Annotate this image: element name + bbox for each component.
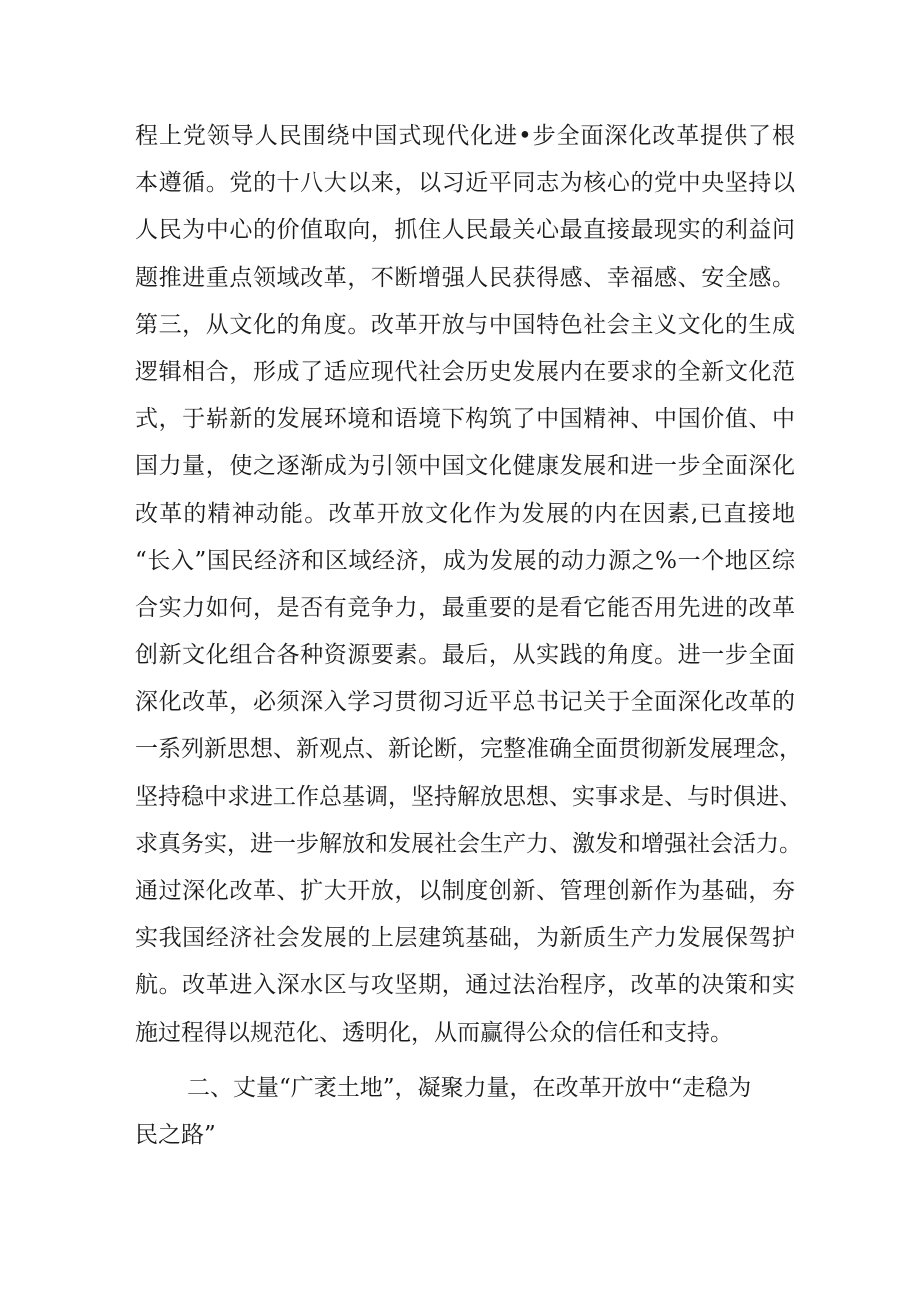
text-line: 题推进重点领域改革，不断增强人民获得感、幸福感、安全感。 [135,264,795,291]
text-line: “长入”国民经济和区域经济，成为发展的动力源之%一个地区综 [135,547,795,574]
text-line: 创新文化组合各种资源要素。最后，从实践的角度。进一步全面 [135,642,795,669]
text-line: 合实力如何，是否有竞争力，最重要的是看它能否用先进的改革 [135,594,795,621]
text-line: 施过程得以规范化、透明化，从而赢得公众的信任和支持。 [135,1019,733,1046]
text-line: 深化改革，必须深入学习贯彻习近平总书记关于全面深化改革的 [135,689,795,716]
section-heading: 二、丈量“广袤土地”，凝聚力量，在改革开放中“走稳为 [187,1074,752,1101]
text-line: 国力量，使之逐渐成为引领中国文化健康发展和进一步全面深化 [135,453,795,480]
text-line: 通过深化改革、扩大开放，以制度创新、管理创新作为基础，夯 [135,878,795,904]
section-heading-continued: 民之路” [135,1121,216,1148]
text-line: 改革的精神动能。改革开放文化作为发展的内在因素,已直接地 [135,500,795,527]
text-line: 逻辑相合，形成了适应现代社会历史发展内在要求的全新文化范 [135,358,795,385]
text-line: 本遵循。党的十八大以来，以习近平同志为核心的党中央坚持以 [135,170,795,197]
text-line: 式，于崭新的发展环境和语境下构筑了中国精神、中国价值、中 [135,406,795,433]
text-line: 航。改革进入深水区与攻坚期，通过法治程序，改革的决策和实 [135,972,795,999]
text-line: 坚持稳中求进工作总基调，坚持解放思想、实事求是、与时俱进、 [135,783,802,810]
text-line: 一系列新思想、新观点、新论断，完整准确全面贯彻新发展理念， [135,736,802,763]
text-line: 程上党领导人民围绕中国式现代化进•步全面深化改革提供了根 [135,123,795,149]
text-line: 第三，从文化的角度。改革开放与中国特色社会主义文化的生成 [135,311,795,338]
body-text [135,113,802,1159]
text-line: 实我国经济社会发展的上层建筑基础，为新质生产力发展保驾护 [135,925,795,952]
text-line: 人民为中心的价值取向，抓住人民最关心最直接最现实的利益问 [135,217,795,244]
text-line: 求真务实，进一步解放和发展社会生产力、激发和增强社会活力。 [135,830,802,857]
